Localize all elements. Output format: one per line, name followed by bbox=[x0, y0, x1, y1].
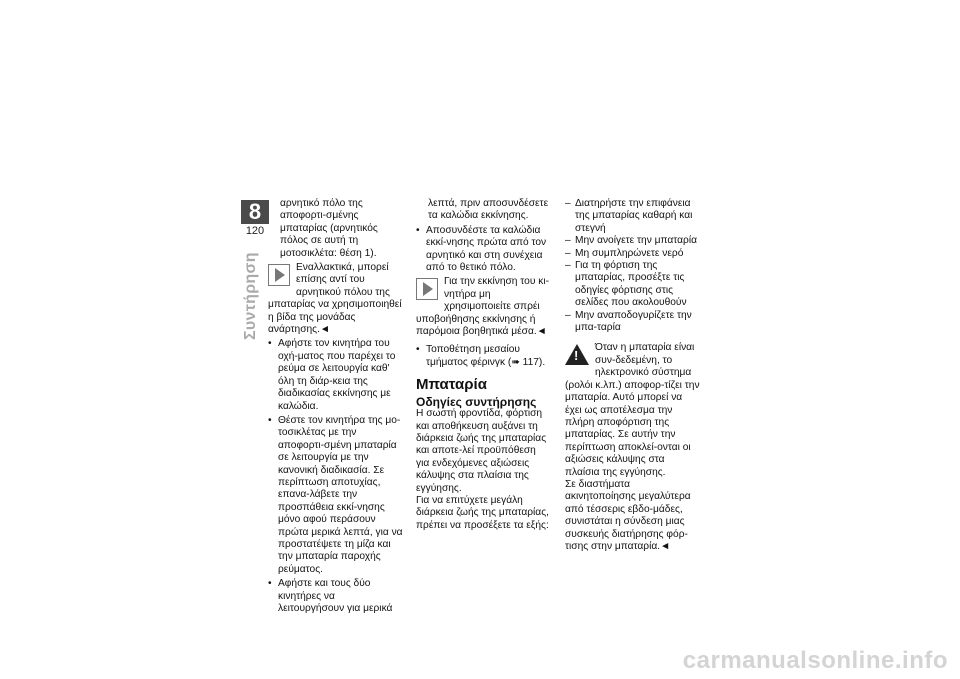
paragraph: λεπτά, πριν αποσυνδέσετε τα καλώδια εκκίνησης. bbox=[428, 198, 549, 222]
paragraph: Σε διαστήματα ακινητοποίησης μεγαλύτερα από τέσσερις εβδο-μάδες, συνιστάται η σύνδεση μιας συσκευής διατήρησης φόρ-τισης στην μπαταρία.◄ bbox=[565, 478, 691, 552]
paragraph: Η σωστή φροντίδα, φόρτιση και αποθήκευση αυξάνει τη διάρκεια ζωής της μπαταρίας και αποτε-λεί προϋπόθεση για ενδεχόμενες αξιώσεις κάλυψης στα πλαίσια της εγγύησης. bbox=[416, 408, 547, 494]
list-item: – Για τη φόρτιση της μπαταρίας, προσέξτε τις οδηγίες φόρτισης στις σελίδες που ακολουθούν bbox=[565, 260, 700, 310]
watermark: carmanualsonline.info bbox=[682, 647, 948, 674]
warning-icon bbox=[565, 344, 589, 366]
play-note-icon bbox=[416, 278, 438, 300]
note-text: Για την εκκίνηση του κι-νητήρα μη χρησιμοποιείτε σπρέι υποβοήθησης εκκίνησης ή παρόμοια βοηθητικά μέσα.◄ bbox=[416, 276, 550, 338]
info-note bbox=[416, 276, 551, 338]
paragraph: Για να επιτύχετε μεγάλη διάρκεια ζωής της μπαταρίας, πρέπει να προσέξετε τα εξής: bbox=[416, 494, 549, 531]
play-note-icon bbox=[268, 264, 290, 286]
note-text: Εναλλακτικά, μπορεί επίσης αντί του αρνητικού πόλου της μπαταρίας να χρησιμοποιηθεί η βίδα της μονάδας ανάρτησης.◄ bbox=[268, 262, 402, 336]
list-item: – Μην ανοίγετε την μπαταρία bbox=[565, 235, 700, 247]
subheading: Οδηγίες συντήρησης bbox=[416, 394, 537, 409]
section-title: Συντήρηση bbox=[242, 252, 259, 340]
list-item: • Αφήστε τον κινητήρα του οχή-ματος που παρέχει το ρεύμα σε λειτουργία καθ' όλη τη διάρ-κεια της διαδικασίας εκκίνησης με καλώδια. bbox=[268, 338, 403, 412]
warning-text: Όταν η μπαταρία είναι συν-δεδεμένη, το ηλεκτρονικό σύστημα (ρολόι κ.λπ.) αποφορ-τίζει την μπαταρία. Αυτό μπορεί να έχει ως αποτέλεσμα την πλήρη αποφόρτιση της μπαταρίας. Σε αυτήν την περίπτωση αποκλεί-ονται οι αξιώσεις κάλυψης στα πλαίσια της εγγύησης. bbox=[565, 342, 700, 478]
list-item: • Αποσυνδέστε τα καλώδια εκκί-νησης πρώτα από τον αρνητικό και στη συνέχεια από το θετικό πόλο. bbox=[416, 225, 551, 275]
paragraph: αρνητικό πόλο της αποφορτι-σμένης μπαταρίας (αρνητικός πόλος σε αυτή τη μοτοσικλέτα: θέση 1). bbox=[280, 198, 378, 259]
list-item: • Αφήστε και τους δύο κινητήρες να λειτουργήσουν για μερικά bbox=[268, 578, 403, 615]
list-item: – Μη συμπληρώνετε νερό bbox=[565, 248, 700, 260]
page-number: 120 bbox=[245, 225, 265, 237]
heading: Μπαταρία bbox=[416, 376, 487, 394]
list-item: • Θέστε τον κινητήρα της μο-τοσικλέτας με την αποφορτι-σμένη μπαταρία σε λειτουργία με την κανονική διαδικασία. Σε περίπτωση αποτυχίας, επανα-λάβετε την προσπάθεια εκκί-νησης μόνο αφού περάσουν πρώτα μερικά λεπτά, για να προστατέψετε τη μίζα και την μπαταρία παροχής ρεύματος. bbox=[268, 415, 403, 576]
list-item: – Διατηρήστε την επιφάνεια της μπαταρίας καθαρή και στεγνή bbox=[565, 198, 700, 235]
column-2 bbox=[416, 198, 551, 532]
info-note bbox=[268, 262, 403, 336]
column-3 bbox=[565, 198, 700, 553]
warning-note bbox=[565, 342, 700, 478]
list-item: – Μην αναποδογυρίζετε την μπα-ταρία bbox=[565, 310, 700, 335]
chapter-tab: 8 bbox=[241, 200, 269, 224]
column-1 bbox=[268, 198, 403, 615]
list-item: • Τοποθέτηση μεσαίου τμήματος φέρινγκ (➠ 117). bbox=[416, 344, 551, 369]
